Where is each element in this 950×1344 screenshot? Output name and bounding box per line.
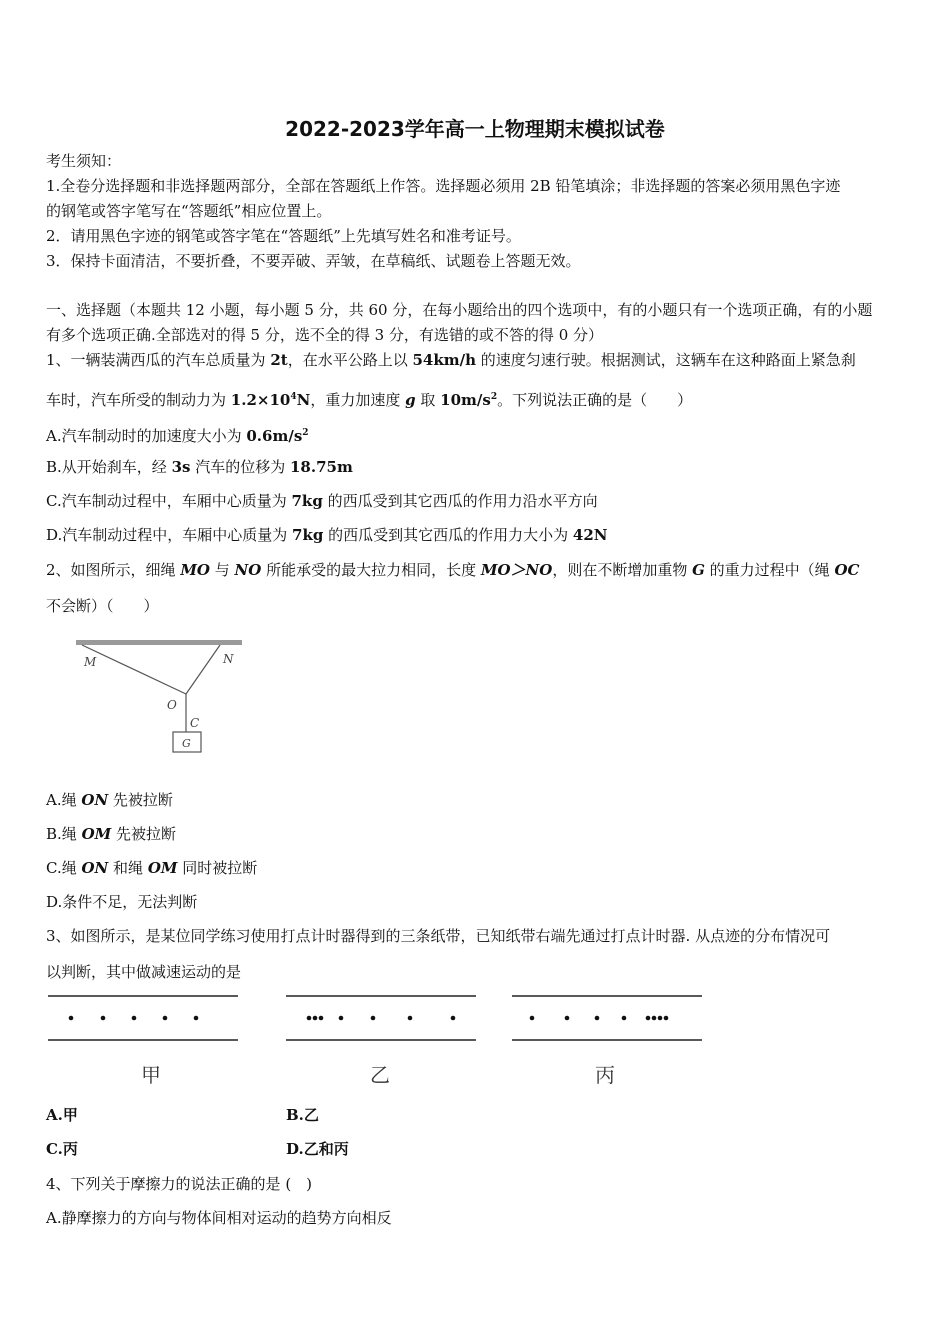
notice-item-3: 3．保持卡面清洁，不要折叠，不要弄破、弄皱，在草稿纸、试题卷上答题无效。	[46, 252, 581, 270]
q1-stem-line1: 1、一辆装满西瓜的汽车总质量为 2t，在水平公路上以 54km/h 的速度匀速行驶。根据测试，这辆车在这种路面上紧急刹	[46, 351, 856, 369]
rope-mo	[82, 645, 186, 694]
q3-stem-line1: 3、如图所示，是某位同学练习使用打点计时器得到的三条纸带，已知纸带右端先通过打点计时器. 从点迹的分布情况可	[46, 927, 831, 945]
rope-diagram	[70, 636, 250, 761]
q2-stem-line1: 2、如图所示，细绳 MO 与 NO 所能承受的最大拉力相同，长度 MO＞NO，则在不断增加重物 G 的重力过程中（绳 OC	[46, 561, 860, 579]
notice-item-2: 2．请用黑色字迹的钢笔或答字笔在“答题纸”上先填写姓名和准考证号。	[46, 227, 521, 245]
paper-tape-diagram	[40, 988, 720, 1094]
section-heading-line2: 有多个选项正确.全部选对的得 5 分，选不全的得 3 分，有选错的或不答的得 0 分）	[46, 326, 604, 344]
q4-option-a: A.静摩擦力的方向与物体间相对运动的趋势方向相反	[46, 1209, 392, 1227]
q1-option-d: D.汽车制动过程中，车厢中心质量为 7kg 的西瓜受到其它西瓜的作用力大小为 42N	[46, 526, 608, 544]
q3-options-row2	[46, 1139, 908, 1159]
q2-option-d: D.条件不足，无法判断	[46, 893, 198, 911]
q3-option-c: C.丙	[46, 1140, 78, 1158]
q3-option-a: A.甲	[46, 1106, 78, 1124]
q2-stem-line2: 不会断）（ ）	[46, 597, 159, 615]
q3-options-row1	[46, 1105, 908, 1125]
q4-stem: 4、下列关于摩擦力的说法正确的是 ( )	[46, 1175, 313, 1193]
q2-option-c: C.绳 ON 和绳 OM 同时被拉断	[46, 859, 258, 877]
q1-option-c: C.汽车制动过程中，车厢中心质量为 7kg 的西瓜受到其它西瓜的作用力沿水平方向	[46, 492, 598, 510]
q2-option-b: B.绳 OM 先被拉断	[46, 825, 177, 843]
page-title: 2022-2023学年高一上物理期末模拟试卷	[285, 117, 665, 141]
q1-option-a: A.汽车制动时的加速度大小为 $0.6m/s^2$	[46, 427, 309, 445]
tape-jia	[48, 996, 238, 1040]
label-c: C	[190, 716, 200, 730]
rope-no	[186, 645, 220, 694]
notice-item-1-line2: 的钢笔或答字笔写在“答题纸”相应位置上。	[46, 202, 332, 220]
label-o: O	[167, 698, 177, 712]
q3-stem-line2: 以判断，其中做减速运动的是	[46, 963, 242, 981]
label-n: N	[223, 652, 234, 666]
ceiling-bar	[76, 640, 242, 645]
tape-label-bing: 丙	[595, 1063, 615, 1087]
label-m: M	[84, 655, 97, 669]
section-heading-line1: 一、选择题（本题共 12 小题，每小题 5 分，共 60 分，在每小题给出的四个选项中，有的小题只有一个选项正确，有的小题	[46, 301, 873, 319]
tape-bing	[512, 996, 702, 1040]
tape-label-yi: 乙	[370, 1063, 390, 1087]
label-g: G	[182, 737, 191, 750]
q3-option-b: B.乙	[286, 1106, 319, 1124]
q2-option-a: A.绳 ON 先被拉断	[46, 791, 173, 809]
q1-stem-line2: 车时，汽车所受的制动力为 $1.2\times 10^4N$，重力加速度 g 取 $10m/s^2$。下列说法正确的是（ ）	[46, 391, 693, 409]
tape-yi	[286, 996, 476, 1040]
notice-heading: 考生须知：	[46, 152, 122, 170]
notice-item-1-line1: 1.全卷分选择题和非选择题两部分，全部在答题纸上作答。选择题必须用 2B 铅笔填涂；非选择题的答案必须用黑色字迹	[46, 177, 841, 195]
q3-option-d: D.乙和丙	[286, 1140, 349, 1158]
q1-option-b: B.从开始刹车，经 3s 汽车的位移为 18.75m	[46, 458, 353, 476]
tape-label-jia: 甲	[141, 1063, 161, 1087]
